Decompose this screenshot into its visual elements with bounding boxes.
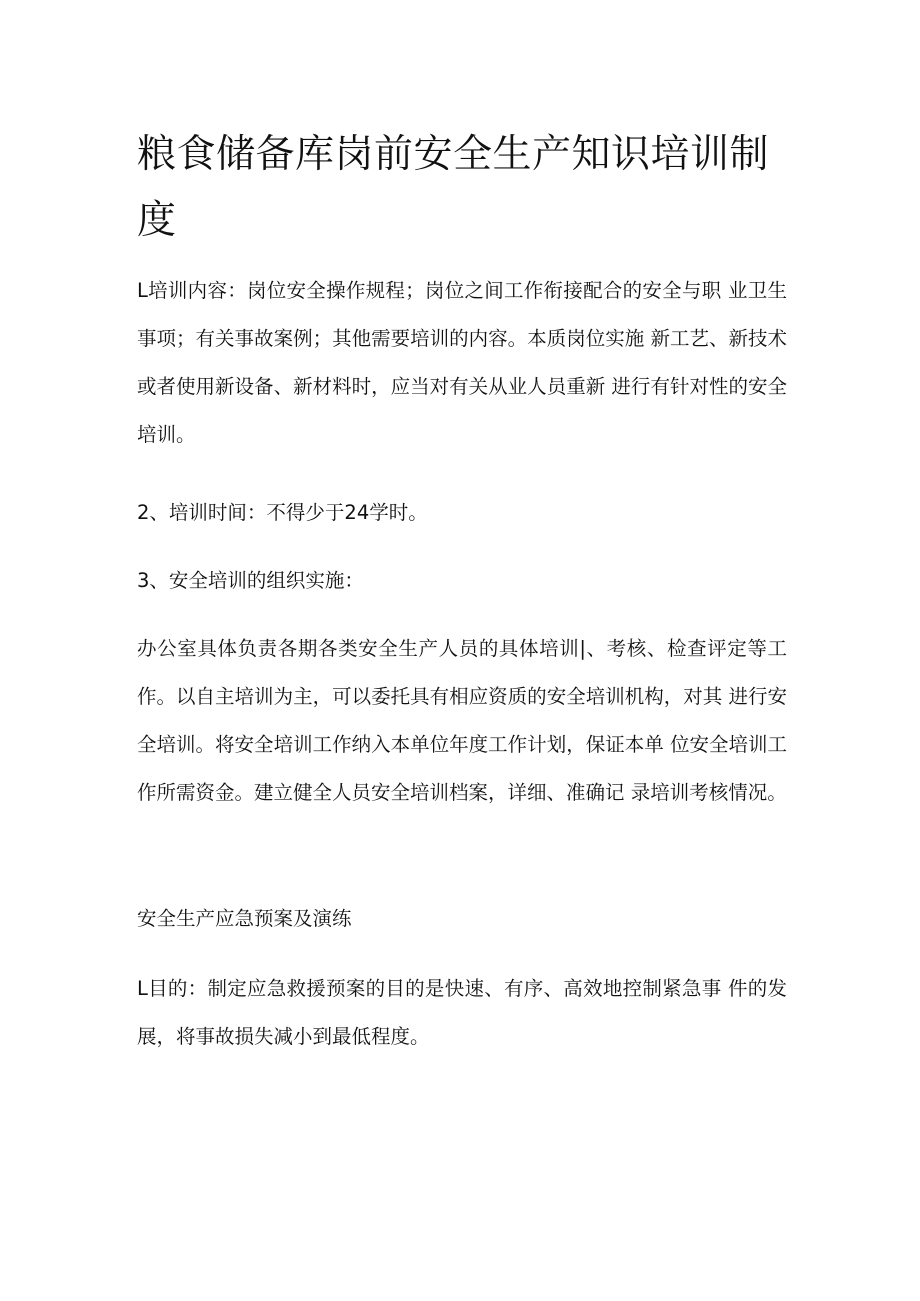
section-heading-emergency-plan: 安全生产应急预案及演练 (137, 907, 352, 930)
paragraph-training-organization-heading: 3、安全培训的组织实施： (137, 569, 364, 592)
paragraph-training-content: L培训内容：岗位安全操作规程；岗位之间工作衔接配合的安全与职 业卫生事项；有关事故案例；其他需要培训的内容。本质岗位实施 新工艺、新技术或者使用新设备、新材料时，应当对有关从业人员重新 进行有针对性的安全培训。 (137, 279, 787, 446)
document-title: 粮食储备库岗前安全生产知识培训制度 (137, 132, 770, 243)
paragraph-training-time: 2、培训时间：不得少于24学时。 (137, 501, 428, 524)
paragraph-training-organization: 办公室具体负责各期各类安全生产人员的具体培训|、考核、检查评定等工作。以自主培训为主，可以委托具有相应资质的安全培训机构，对其 进行安全培训。将安全培训工作纳入本单位年度工作计划，保证本单 位安全培训工作所需资金。建立健全人员安全培训档案，详细、准确记 录培训考核情况。 (137, 637, 787, 804)
paragraph-emergency-purpose: L目的：制定应急救援预案的目的是快速、有序、高效地控制紧急事 件的发展，将事故损失减小到最低程度。 (137, 977, 787, 1048)
